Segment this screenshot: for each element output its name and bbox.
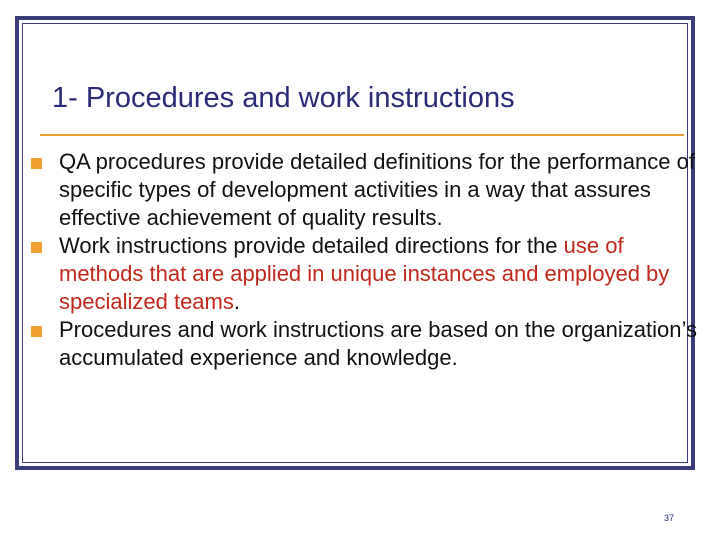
bullet-item: [28, 148, 708, 232]
bullet-text-end: .: [233, 289, 240, 314]
title-underline: [40, 134, 684, 136]
bullet-item: [28, 316, 708, 372]
square-bullet-icon: [31, 326, 42, 337]
bullet-text: Work instructions provide detailed directions for the: [59, 233, 558, 258]
bullet-list: [28, 148, 708, 372]
bullet-item: [28, 232, 708, 316]
slide-title: 1- Procedures and work instructions: [52, 82, 515, 114]
bullet-text: QA procedures provide detailed definitions for the performance of specific types of development activities in a way that assures effective achievement of quality results.: [59, 149, 695, 230]
square-bullet-icon: [31, 242, 42, 253]
bullet-highlight-text: use of methods that are applied in unique instances and employed by specialized teams: [59, 233, 670, 314]
page-number: 37: [664, 513, 675, 523]
square-bullet-icon: [31, 158, 42, 169]
bullet-text: Procedures and work instructions are based on the organization’s accumulated experience and knowledge.: [59, 317, 697, 370]
